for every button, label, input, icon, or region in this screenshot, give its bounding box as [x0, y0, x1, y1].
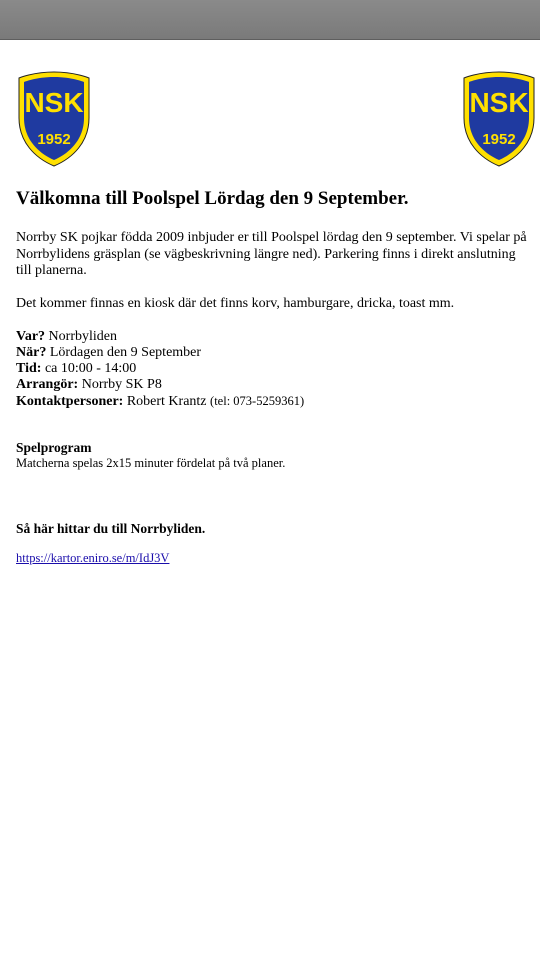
- logo-year: 1952: [482, 131, 516, 148]
- info-time-value: ca 10:00 - 14:00: [41, 361, 137, 376]
- info-organizer: [16, 377, 530, 393]
- main-content: [16, 186, 530, 567]
- info-where: [16, 329, 530, 345]
- info-where-value: Norrbyliden: [45, 329, 117, 344]
- nsk-shield-icon: [15, 70, 93, 168]
- info-contacts-tel: (tel: 073-5259361): [210, 394, 305, 408]
- program-text: Matcherna spelas 2x15 minuter fördelat på två planer.: [16, 456, 286, 470]
- info-organizer-label: Arrangör:: [16, 377, 79, 392]
- directions-section: [16, 521, 530, 567]
- nsk-logo-right: [460, 70, 538, 168]
- event-info: [16, 329, 530, 410]
- logo-text: NSK: [24, 87, 84, 118]
- logo-year: 1952: [37, 131, 71, 148]
- info-contacts: [16, 393, 530, 410]
- info-when-label: När?: [16, 345, 47, 360]
- logo-text: NSK: [469, 87, 529, 118]
- info-organizer-value: Norrby SK P8: [78, 377, 162, 392]
- nsk-logo-left: [15, 70, 93, 168]
- info-contacts-value: Robert Krantz: [123, 394, 211, 409]
- kiosk-paragraph: Det kommer finnas en kiosk där det finns korv, hamburgare, dricka, toast mm.: [16, 295, 455, 311]
- info-when-value: Lördagen den 9 September: [46, 345, 202, 360]
- browser-top-bar: [0, 0, 540, 40]
- info-time: [16, 361, 530, 377]
- info-contacts-label: Kontaktpersoner:: [16, 394, 124, 409]
- program-section: [16, 440, 530, 471]
- program-title: Spelprogram: [16, 440, 92, 455]
- nsk-shield-icon: [460, 70, 538, 168]
- intro-paragraph: Norrby SK pojkar födda 2009 inbjuder er till Poolspel lördag den 9 september. Vi spelar på Norrbylidens gräsplan (se vägbeskrivning längre ned). Parkering finns i direkt anslutning till planerna.: [16, 230, 527, 278]
- info-time-label: Tid:: [16, 361, 42, 376]
- page-title: Välkomna till Poolspel Lördag den 9 September.: [16, 188, 409, 209]
- info-where-label: Var?: [16, 329, 46, 344]
- info-when: [16, 345, 530, 361]
- directions-title: Så här hittar du till Norrbyliden.: [16, 521, 206, 536]
- map-link[interactable]: https://kartor.eniro.se/m/IdJ3V: [16, 551, 170, 565]
